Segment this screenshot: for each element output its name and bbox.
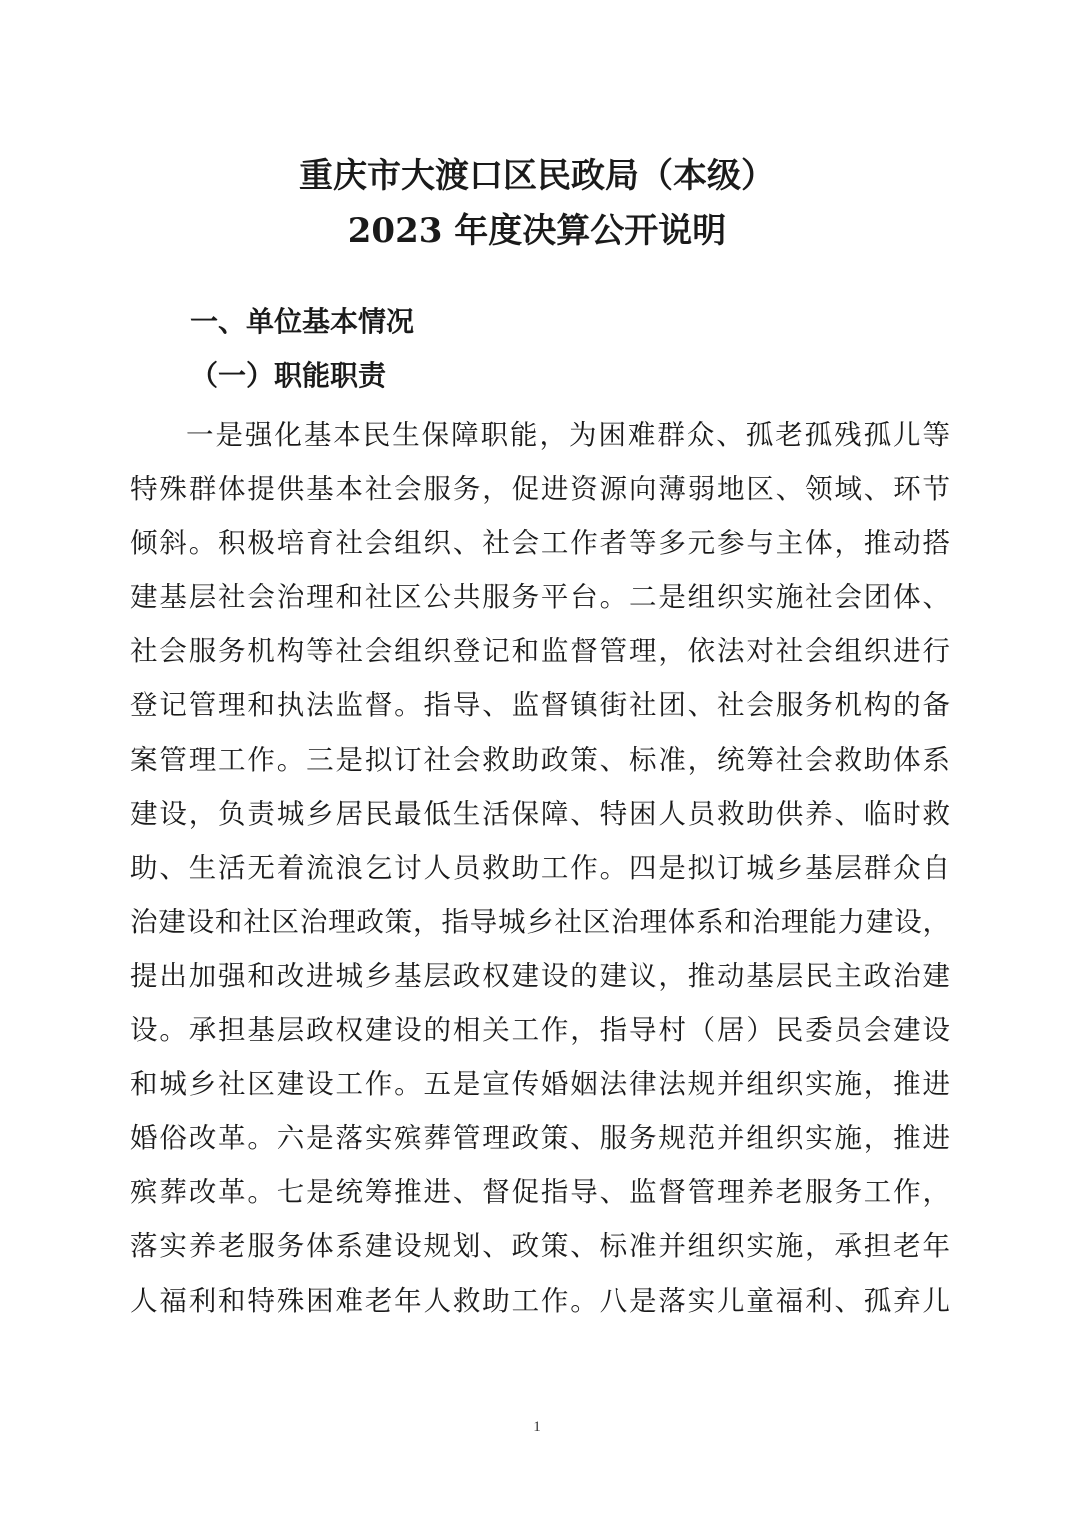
- document-title-line-2: 2023 年度决算公开说明: [347, 211, 727, 251]
- body-line: 建设，负责城乡居民最低生活保障、特困人员救助供养、临时救: [130, 797, 950, 830]
- body-line: 一是强化基本民生保障职能，为困难群众、孤老孤残孤儿等: [186, 419, 950, 451]
- body-line: 设。承担基层政权建设的相关工作，指导村（居）民委员会建设: [130, 1014, 950, 1047]
- body-line: 登记管理和执法监督。指导、监督镇街社团、社会服务机构的备: [130, 689, 950, 722]
- body-line: 和城乡社区建设工作。五是宣传婚姻法律法规并组织实施，推进: [130, 1068, 950, 1101]
- body-line: 提出加强和改进城乡基层政权建设的建议，推动基层民主政治建: [130, 959, 950, 992]
- body-line: 助、生活无着流浪乞讨人员救助工作。四是拟订城乡基层群众自: [130, 851, 950, 884]
- body-paragraph: [130, 408, 950, 1328]
- document-title-line-1: 重庆市大渡口区民政局（本级）: [299, 156, 775, 196]
- body-line: 落实养老服务体系建设规划、政策、标准并组织实施，承担老年: [130, 1230, 950, 1263]
- page-number: 1: [533, 1419, 541, 1435]
- body-line: 特殊群体提供基本社会服务，促进资源向薄弱地区、领域、环节: [130, 473, 950, 506]
- body-line: 治建设和社区治理政策，指导城乡社区治理体系和治理能力建设，: [130, 905, 950, 938]
- body-line: 殡葬改革。七是统筹推进、督促指导、监督管理养老服务工作，: [130, 1176, 950, 1209]
- body-line: 婚俗改革。六是落实殡葬管理政策、服务规范并组织实施，推进: [130, 1122, 950, 1155]
- body-line: 案管理工作。三是拟订社会救助政策、标准，统筹社会救助体系: [130, 743, 950, 776]
- section-heading: 一、单位基本情况: [190, 305, 415, 338]
- body-line: 人福利和特殊困难老年人救助工作。八是落实儿童福利、孤弃儿: [130, 1284, 950, 1317]
- body-line: 建基层社会治理和社区公共服务平台。二是组织实施社会团体、: [130, 581, 950, 614]
- subsection-heading: （一）职能职责: [190, 359, 387, 392]
- body-line: 社会服务机构等社会组织登记和监督管理，依法对社会组织进行: [130, 635, 950, 668]
- body-line: 倾斜。积极培育社会组织、社会工作者等多元参与主体，推动搭: [130, 527, 950, 560]
